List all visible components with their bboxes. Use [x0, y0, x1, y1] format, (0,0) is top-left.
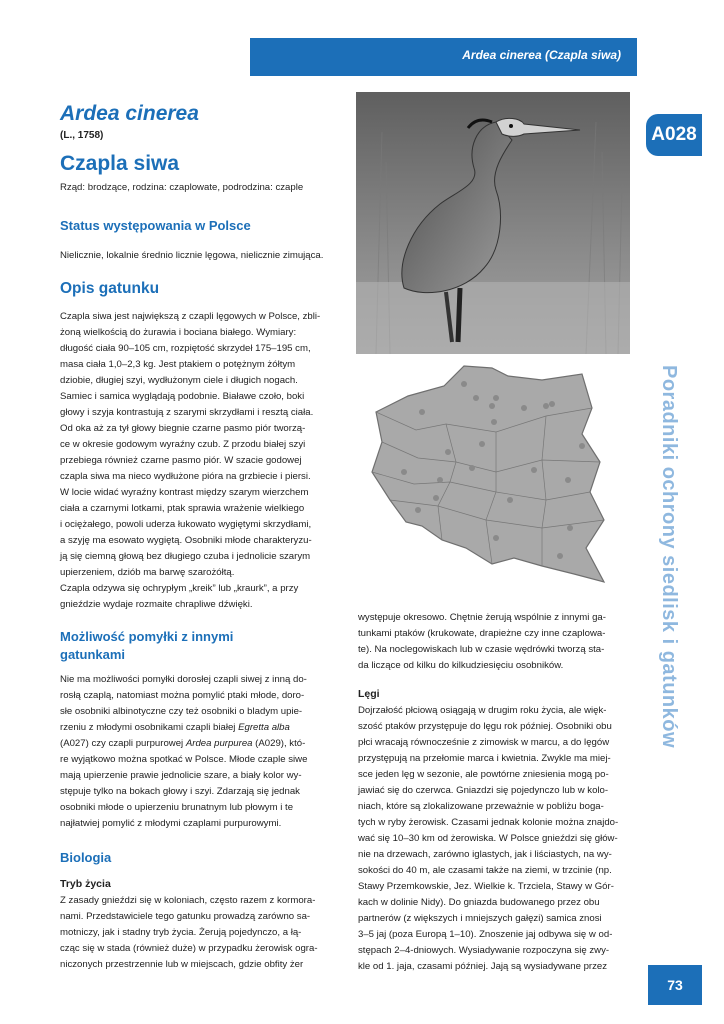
text-line: W locie widać wyraźny kontrast między szarym wierzchem [60, 487, 309, 498]
species-latin-name: Ardea cinerea [60, 102, 199, 125]
text-line: wać się 10–30 km od żerowiska. W Polsce gnieździ się głów- [358, 833, 618, 844]
species-name-italic: Egretta alba [238, 722, 290, 733]
text-line: dziobie, długiej szyi, wydłużonym ciele i długich nogach. [60, 375, 298, 386]
occurrence-dot [401, 469, 407, 475]
text-line: motniczy, jak i stadny tryb życia. Żerują pojedynczo, a łą- [60, 927, 302, 938]
text-line: cząc się w stada (również duże) w przypadku żerowisk ogra- [60, 943, 318, 954]
text-line: kle od 1. jaja, czasami później. Jają są wysiadywane przez [358, 961, 608, 972]
lifestyle-heading: Tryb życia [60, 878, 111, 890]
species-polish-name: Czapla siwa [60, 152, 180, 175]
grey-heron-photo [356, 92, 630, 354]
text-line: Od oka aż za tył głowy biegnie czarne pasmo piór tworzą- [60, 423, 306, 434]
lifestyle-text [60, 893, 322, 973]
occurrence-dot [461, 381, 467, 387]
text-line [60, 800, 322, 816]
text-line: długość ciała 90–105 cm, rozpiętość skrzydeł 175–195 cm, [60, 343, 311, 354]
text-line: żoną wielkością do żurawia i bociana białego. Wymiary: [60, 327, 297, 338]
text-line: ciała a czarnymi lotkami, ptak sprawia wrażenie wielkiego [60, 503, 305, 514]
occurrence-dot [415, 507, 421, 513]
species-name-italic: Ardea purpurea [185, 738, 253, 749]
text-line [60, 816, 322, 832]
occurrence-dot [437, 477, 443, 483]
text-line: Z zasady gnieździ się w koloniach, często razem z kormora- [60, 895, 316, 906]
text-line: kach w dolinie Nidy). Do gniazda budowanego przez obu [358, 897, 600, 908]
text-line: stępach 2–4-dniowych. Wysiadywanie rozpoczyna się zwy- [358, 945, 610, 956]
text-line: tych w ryby żerowisk. Czasami jednak kolonie można znajdo- [358, 817, 619, 828]
text-line: przebiega również czarne pasmo piór. W szacie godowej [60, 455, 302, 466]
text-line [60, 736, 322, 752]
text-line: przystępują na przełomie marca i kwietnia. Zwykle ma miej- [358, 753, 611, 764]
text-line [60, 704, 322, 720]
text-segment: stępuje tylko na bokach głowy i szyi. Zdarzają się jednak [60, 786, 300, 797]
occurrence-dot [531, 467, 537, 473]
header-band [250, 38, 637, 76]
confusion-text [60, 672, 322, 832]
description-heading: Opis gatunku [60, 280, 160, 297]
text-line: a szyję ma esowato wygiętą. Osobniki młode charakteryzu- [60, 535, 312, 546]
text-line: płci wracają równocześnie z zimowisk w marcu, a do lęgów [358, 737, 610, 748]
text-segment: re wyjątkowo można spotkać w Polsce. Młode czaple siwe [60, 754, 308, 765]
text-line [60, 672, 322, 688]
text-line: szość ptaków przystępuje do lęgu rok później. Osobniki obu [358, 721, 612, 732]
text-line: upierzeniem, dziób ma barwę szarożółtą. [60, 567, 235, 578]
occurrence-dot [493, 395, 499, 401]
occurrence-dot [445, 449, 451, 455]
text-line [60, 752, 322, 768]
confusion-heading [60, 628, 233, 664]
text-segment: (A029), któ- [252, 738, 306, 749]
confusion-heading-line: Możliwość pomyłki z innymi [60, 629, 234, 644]
occurrence-dot [557, 553, 563, 559]
text-line: czapla siwa ma nieco wydłużone pióra na grzbiecie i piersi. [60, 471, 311, 482]
text-line: głowy i szyja kontrastują z szarymi skrzydłami i resztą ciała. [60, 407, 314, 418]
occurrence-dot [579, 443, 585, 449]
occurrence-dot [549, 401, 555, 407]
taxonomy-line: Rząd: brodzące, rodzina: czaplowate, podrodzina: czaple [60, 182, 304, 193]
text-segment: mają upierzenie prawie jednolicie szare, a biały kolor wy- [60, 770, 302, 781]
occurrence-dot [567, 525, 573, 531]
occurrence-dot [433, 495, 439, 501]
text-line: jawiać się do czerwca. Gniazdzi się pojedynczo lub w kolo- [358, 785, 609, 796]
occurrence-dot [419, 409, 425, 415]
text-line: występuje okresowo. Chętnie żerują wspólnie z innymi ga- [358, 612, 606, 623]
text-line: da liczące od kilku do kilkudziesięciu osobników. [358, 660, 564, 671]
breeding-text [358, 703, 622, 975]
text-line: ją się ciemną głową bez długiego czuba i jednolicie szarym [60, 551, 311, 562]
status-text: Nielicznie, lokalnie średnio licznie lęgowa, nielicznie zimująca. [60, 250, 324, 261]
text-line: sce jeden lęg w sezonie, ale powtórne zniesienia mogą po- [358, 769, 609, 780]
text-line [60, 688, 322, 704]
text-line: Czapla odzywa się ochrypłym „kreik” lub „kraurk”, a przy [60, 583, 299, 594]
occurrence-dot [543, 403, 549, 409]
species-author: (L., 1758) [60, 130, 104, 141]
text-line [60, 768, 322, 784]
text-line: Samiec i samica wyglądają podobnie. Białawe czoło, boki [60, 391, 305, 402]
text-line: Stawy Przemkowskie, Jez. Wielkie k. Trzciela, Stawy w Gór- [358, 881, 614, 892]
text-line: te). Na noclegowiskach lub w czasie wędrówki tworzą sta- [358, 644, 605, 655]
text-segment: osobniki młode o upierzeniu brunatnym lub płowym i te [60, 802, 294, 813]
page-number: 73 [648, 965, 702, 1005]
text-line: tunkami ptaków (krukowate, drapieżne czy inne czaplowa- [358, 628, 606, 639]
confusion-heading-line: gatunkami [60, 647, 126, 662]
text-line [60, 784, 322, 800]
text-segment: rzeniu z młodymi osobnikami czapli białej [60, 722, 239, 733]
biology-heading: Biologia [60, 850, 112, 865]
text-line: nie na drzewach, zarówno iglastych, jak i liściastych, na wy- [358, 849, 612, 860]
occurrence-dot [521, 405, 527, 411]
text-line: niczonych przestrzennie lub w miejscach, gdzie obfity żer [60, 959, 304, 970]
occurrence-dot [469, 465, 475, 471]
header-banner-text: Ardea cinerea (Czapla siwa) [462, 48, 621, 62]
breeding-heading: Lęgi [358, 688, 380, 700]
text-line: gnieździe wydaje rozmaite chrapliwe dźwięki. [60, 599, 253, 610]
text-line: nami. Przedstawiciele tego gatunku prowadzą zarówno sa- [60, 911, 311, 922]
distribution-map [346, 360, 636, 610]
occurrence-dot [489, 403, 495, 409]
text-line: partnerów (z większych i mniejszych gałęzi) samica znosi [358, 913, 602, 924]
text-line: 3–5 jaj (poza Europą 1–10). Znoszenie jaj odbywa się w od- [358, 929, 613, 940]
species-code-badge: A028 [646, 114, 702, 156]
series-side-title: Poradniki ochrony siedlisk i gatunków [658, 365, 680, 749]
text-segment: rosłą czaplą, natomiast można pomylić ptaki młode, doro- [60, 690, 305, 701]
text-line: Czapla siwa jest największą z czapli lęgowych w Polsce, zbli- [60, 311, 321, 322]
lifestyle-text-continued [358, 610, 622, 674]
text-line: Dojrzałość płciową osiągają w drugim roku życia, ale więk- [358, 705, 607, 716]
occurrence-dot [491, 419, 497, 425]
description-text [60, 309, 322, 613]
text-segment: najłatwiej pomylić z młodymi czaplami purpurowymi. [60, 818, 282, 829]
text-line: i ociężałego, powoli uderza łukowato wygiętymi skrzydłami, [60, 519, 312, 530]
occurrence-dot [565, 477, 571, 483]
text-segment: Nie ma możliwości pomyłki dorosłej czapli siwej z inną do- [60, 674, 307, 685]
occurrence-dot [479, 441, 485, 447]
status-heading: Status występowania w Polsce [60, 218, 251, 233]
text-line: niach, które są zlokalizowane przeważnie w pobliżu boga- [358, 801, 604, 812]
text-segment: słe osobniki albinotyczne czy też osobniki o bladym upie- [60, 706, 303, 717]
occurrence-dot [473, 395, 479, 401]
text-line: sokości do 40 m, ale czasami także na ziemi, w trzcinie (np. [358, 865, 612, 876]
text-line: ce w okresie godowym wyraźny czub. Z przodu białej szyi [60, 439, 306, 450]
text-line: masa ciała 1,0–2,3 kg. Jest ptakiem o potężnym żółtym [60, 359, 296, 370]
occurrence-dot [507, 497, 513, 503]
text-line [60, 720, 322, 736]
text-segment: (A027) czy czapli purpurowej [60, 738, 186, 749]
occurrence-dot [493, 535, 499, 541]
